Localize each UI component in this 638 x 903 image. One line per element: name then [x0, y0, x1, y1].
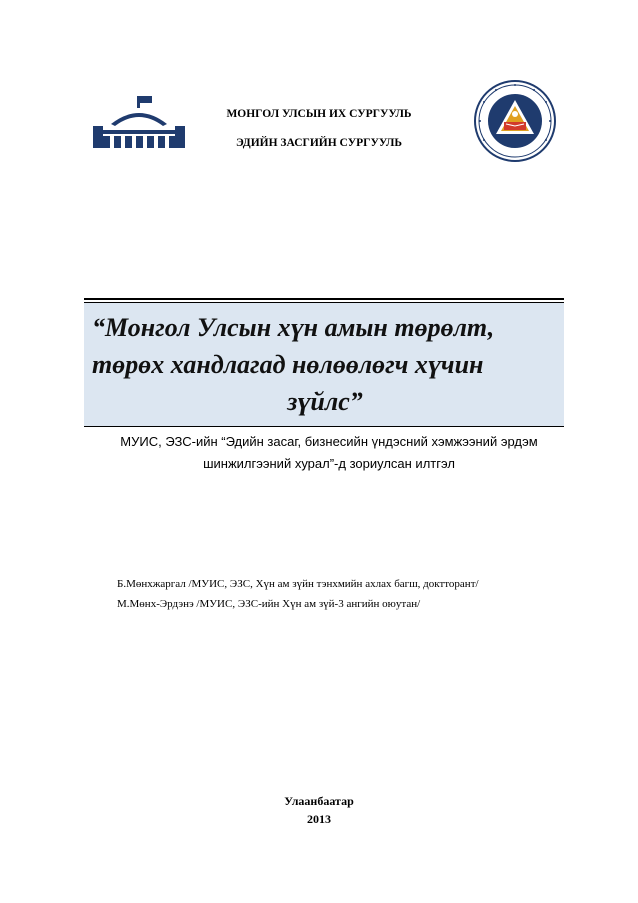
- authors: [117, 574, 577, 614]
- author-2: М.Мөнх-Эрдэнэ /МУИС, ЭЗС-ийн Хүн ам зүй-3 ангийн оюутан/: [117, 598, 421, 610]
- institution-name: МОНГОЛ УЛСЫН ИХ СУРГУУЛЬ: [226, 108, 412, 120]
- title-line-3: зүйлс”: [287, 387, 363, 416]
- school-of-economics-seal-logo: [474, 80, 556, 162]
- author-1: Б.Мөнхжаргал /МУИС, ЭЗС, Хүн ам зүйн тэнхмийн ахлах багш, доктторант/: [117, 578, 479, 590]
- subtitle: [84, 431, 574, 475]
- title-line-2: төрөх хандлагад нөлөөлөгч хүчин: [92, 350, 484, 379]
- subtitle-line-1: МУИС, ЭЗС-ийн “Эдийн засаг, бизнесийн үндэсний хэмжээний эрдэм: [120, 434, 538, 449]
- school-name: ЭДИЙН ЗАСГИЙН СУРГУУЛЬ: [235, 137, 403, 149]
- year: 2013: [307, 812, 331, 826]
- title-box: [84, 303, 564, 426]
- title-bottom-rule: [84, 426, 564, 427]
- title-line-1: “Монгол Улсын хүн амын төрөлт,: [92, 313, 495, 342]
- subtitle-line-2: шинжилгээний хурал”-д зориулсан илтгэл: [203, 456, 455, 471]
- city: Улаанбаатар: [284, 794, 354, 808]
- title-block: [84, 298, 564, 427]
- title-top-rule: [84, 298, 564, 300]
